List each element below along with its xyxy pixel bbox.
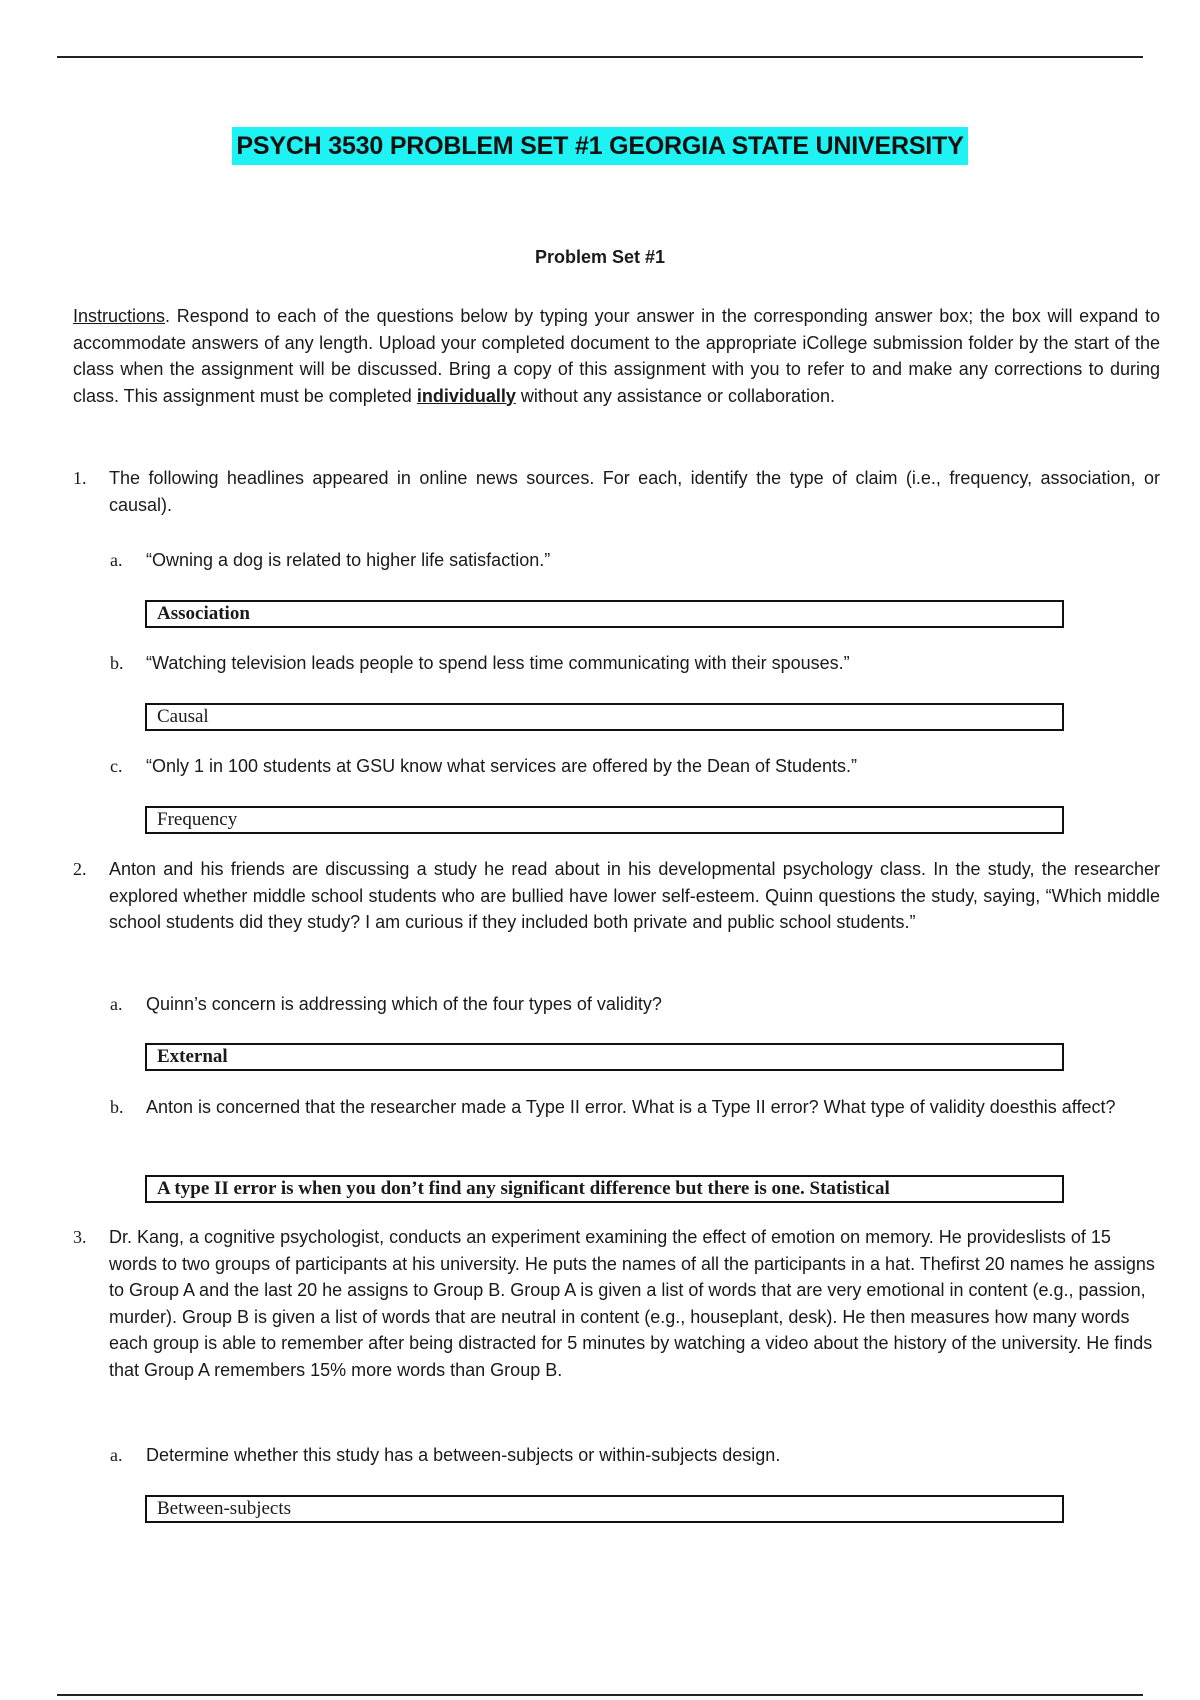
instructions-text: . Respond to each of the questions below by typing your answer in the corresponding answer box; the box will expand to accommodate answers of any length. Upload your completed document to the appropriate iCollege submission folder by the start of the class when the assignment will be discussed. Bring a copy of this assignment with you to refer to and make any corrections to during class. This assignment must be completed [73, 306, 1160, 406]
question-1b [110, 650, 1140, 677]
question-text: Anton and his friends are discussing a study he read about in his developmental psychology class. In the study, the researcher explored whether middle school students who are bullied have lower self-esteem. Quinn questions the study, saying, “Which middle school students did they study? I am curious if they included both private and public school students.” [109, 859, 1160, 932]
instructions-text-end: without any assistance or collaboration. [515, 385, 836, 406]
question-3 [73, 1224, 1160, 1383]
answer-box-1b[interactable]: Causal [145, 703, 1064, 731]
question-3a [110, 1442, 1140, 1469]
page-title: PSYCH 3530 PROBLEM SET #1 GEORGIA STATE UNIVERSITY [232, 127, 967, 165]
title-container [0, 127, 1200, 165]
part-text: “Watching television leads people to spend less time communicating with their spouses.” [146, 653, 850, 673]
part-text: Determine whether this study has a between-subjects or within-subjects design. [146, 1445, 781, 1465]
part-letter: b. [110, 1097, 124, 1117]
question-number: 2. [73, 859, 87, 879]
instructions-emphasis: individually [416, 385, 516, 406]
question-number: 3. [73, 1227, 87, 1247]
answer-box-1a[interactable]: Association [145, 600, 1064, 628]
answer-box-2a[interactable]: External [145, 1043, 1064, 1071]
question-2 [73, 856, 1160, 936]
answer-box-3a[interactable]: Between-subjects [145, 1495, 1064, 1523]
question-1 [73, 465, 1160, 518]
part-letter: a. [110, 550, 123, 570]
question-text: Dr. Kang, a cognitive psychologist, conducts an experiment examining the effect of emotion on memory. He provideslists of 15 words to two groups of participants at his university. He puts the names of all the participants in a hat. Thefirst 20 names he assigns to Group A and the last 20 he assigns to Group B. Group A is given a list of words that are very emotional in content (e.g., passion, murder). Group B is given a list of words that are neutral in content (e.g., houseplant, desk). He then measures how many words each group is able to remember after being distracted for 5 minutes by watching a video about the history of the university. He finds that Group A remembers 15% more words than Group B. [109, 1227, 1155, 1380]
instructions-label: Instructions [73, 306, 166, 326]
subtitle: Problem Set #1 [534, 247, 666, 267]
top-rule [57, 56, 1143, 58]
question-2b [110, 1094, 1140, 1121]
question-1a [110, 547, 1140, 574]
question-2a [110, 991, 1140, 1018]
part-text: Quinn’s concern is addressing which of the four types of validity? [146, 994, 662, 1014]
part-letter: a. [110, 1445, 123, 1465]
part-text: “Owning a dog is related to higher life satisfaction.” [146, 550, 551, 570]
instructions-paragraph [73, 303, 1160, 409]
part-letter: a. [110, 994, 123, 1014]
answer-box-2b[interactable]: A type II error is when you don’t find any significant difference but there is one. Statistical [145, 1175, 1064, 1203]
part-letter: c. [110, 756, 123, 776]
part-text: Anton is concerned that the researcher made a Type II error. What is a Type II error? What type of validity doesthis affect? [146, 1097, 1116, 1117]
bottom-rule [57, 1694, 1143, 1696]
answer-box-1c[interactable]: Frequency [145, 806, 1064, 834]
question-number: 1. [73, 468, 87, 488]
part-letter: b. [110, 653, 124, 673]
part-text: “Only 1 in 100 students at GSU know what services are offered by the Dean of Students.” [146, 756, 858, 776]
question-1c [110, 753, 1140, 780]
question-text: The following headlines appeared in online news sources. For each, identify the type of claim (i.e., frequency, association, or causal). [109, 468, 1160, 515]
